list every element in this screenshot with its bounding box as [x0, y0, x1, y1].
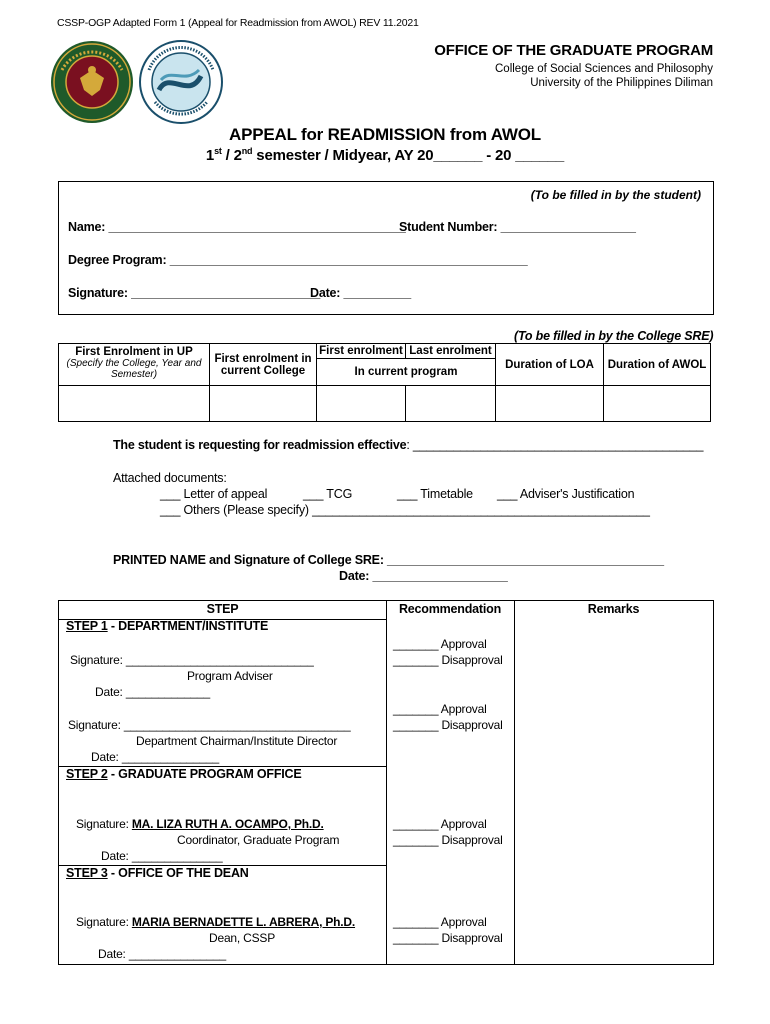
doc-letter-of-appeal[interactable]: ___ Letter of appeal	[160, 487, 268, 501]
first-program-header: First enrolment	[317, 344, 406, 359]
cssp-seal-logo	[139, 40, 223, 124]
sem-rest: semester / Midyear, AY 20______ - 20 ______	[252, 147, 565, 164]
college-name: College of Social Sciences and Philosophy	[495, 63, 713, 75]
step2-title-text: - GRADUATE PROGRAM OFFICE	[107, 767, 302, 781]
step3-title-text: - OFFICE OF THE DEAN	[107, 866, 249, 880]
form-reference: CSSP-OGP Adapted Form 1 (Appeal for Readmission from AWOL) REV 11.2021	[57, 17, 419, 29]
approval-steps-table	[58, 600, 714, 965]
degree-program-field[interactable]: Degree Program: _____________________________________________________	[68, 253, 528, 267]
sem-2: 2	[233, 147, 242, 164]
step1-role-chair: Department Chairman/Institute Director	[136, 734, 338, 748]
step2-signature[interactable]	[76, 817, 324, 831]
step2-sig-label: Signature:	[76, 817, 129, 831]
up-seal-logo	[50, 40, 134, 124]
col-remarks-header: Remarks	[587, 602, 640, 616]
step1-signature-adviser[interactable]: Signature: _____________________________	[70, 653, 314, 667]
first-college-header: First enrolment in current College	[210, 344, 317, 386]
college-info	[495, 62, 713, 90]
student-number-field[interactable]: Student Number: ____________________	[399, 220, 636, 234]
step1-num: STEP 1	[66, 619, 108, 633]
step3-num: STEP 3	[66, 866, 108, 880]
step3-date[interactable]: Date: _______________	[98, 947, 226, 961]
semester-line	[0, 146, 770, 164]
first-up-header	[59, 344, 210, 386]
step3-sig-label: Signature:	[76, 915, 129, 929]
awol-header: Duration of AWOL	[604, 344, 711, 386]
date-field[interactable]: Date: __________	[310, 286, 412, 300]
doc-adviser-justification[interactable]: ___ Adviser's Justification	[497, 487, 635, 501]
attached-label: Attached documents:	[113, 471, 227, 485]
remarks-cell[interactable]	[515, 620, 713, 964]
rec2-disapproval[interactable]: _______ Disapproval	[393, 718, 503, 732]
step1-signature-chair[interactable]: Signature: ___________________________________	[68, 718, 351, 732]
rec3-disapproval[interactable]: _______ Disapproval	[393, 833, 503, 847]
loa-header: Duration of LOA	[496, 344, 604, 386]
step3-signature[interactable]	[76, 915, 355, 929]
rec4-approval[interactable]: _______ Approval	[393, 915, 487, 929]
rec3-approval[interactable]: _______ Approval	[393, 817, 487, 831]
coordinator-name: MA. LIZA RUTH A. OCAMPO, Ph.D.	[131, 817, 324, 831]
name-field[interactable]: Name: ____________________________________________	[68, 220, 406, 234]
first-up-sub: (Specify the College, Year and Semester)	[66, 358, 202, 380]
step2-date[interactable]: Date: ______________	[101, 849, 223, 863]
first-college-cell[interactable]	[210, 386, 317, 422]
rec1-approval[interactable]: _______ Approval	[393, 637, 487, 651]
signature-field[interactable]: Signature: ____________________________	[68, 286, 321, 300]
effective-blank: : ___________________________________________	[406, 438, 704, 452]
enrolment-table	[58, 343, 711, 422]
first-up-cell[interactable]	[59, 386, 210, 422]
sem-2-sup: nd	[241, 146, 253, 156]
effective-line[interactable]	[113, 438, 703, 452]
coordinator-role: Coordinator, Graduate Program	[177, 833, 340, 847]
sre-printed-name[interactable]: PRINTED NAME and Signature of College SRE: _________________________________________	[113, 553, 664, 567]
awol-cell[interactable]	[604, 386, 711, 422]
first-up-label: First Enrolment in UP	[75, 346, 193, 358]
step3-title	[66, 866, 249, 880]
step2-num: STEP 2	[66, 767, 108, 781]
effective-label: The student is requesting for readmission effective	[113, 438, 407, 452]
doc-tcg[interactable]: ___ TCG	[303, 487, 353, 501]
rec4-disapproval[interactable]: _______ Disapproval	[393, 931, 503, 945]
rec1-disapproval[interactable]: _______ Disapproval	[393, 653, 503, 667]
step1-title-text: - DEPARTMENT/INSTITUTE	[107, 619, 269, 633]
sem-1-sup: st	[214, 146, 222, 156]
sre-date[interactable]: Date: ____________________	[339, 569, 508, 583]
student-info-box	[58, 181, 714, 315]
dean-role: Dean, CSSP	[209, 931, 276, 945]
first-program-cell[interactable]	[317, 386, 406, 422]
in-program-header: In current program	[317, 359, 496, 386]
step2-title	[66, 767, 302, 781]
step1-title	[66, 619, 268, 633]
last-program-cell[interactable]	[406, 386, 496, 422]
col-recommendation-header: Recommendation	[398, 602, 502, 616]
student-box-note: (To be filled in by the student)	[530, 188, 701, 202]
step1-date-adviser[interactable]: Date: _____________	[95, 685, 210, 699]
rec2-approval[interactable]: _______ Approval	[393, 702, 487, 716]
sem-sep: /	[221, 147, 234, 164]
step1-date-chair[interactable]: Date: _______________	[91, 750, 219, 764]
col-step-header: STEP	[206, 602, 239, 616]
loa-cell[interactable]	[496, 386, 604, 422]
doc-timetable[interactable]: ___ Timetable	[397, 487, 473, 501]
form-title: APPEAL for READMISSION from AWOL	[229, 125, 541, 144]
doc-others[interactable]: ___ Others (Please specify) __________________________________________________	[160, 503, 650, 517]
last-program-header: Last enrolment	[406, 344, 496, 359]
sem-1: 1	[205, 147, 215, 164]
sre-note: (To be filled in by the College SRE)	[514, 329, 714, 343]
dean-name: MARIA BERNADETTE L. ABRERA, Ph.D.	[131, 915, 356, 929]
step1-role-adviser: Program Adviser	[187, 669, 273, 683]
university-name: University of the Philippines Diliman	[530, 77, 713, 89]
office-name: OFFICE OF THE GRADUATE PROGRAM	[434, 42, 713, 59]
